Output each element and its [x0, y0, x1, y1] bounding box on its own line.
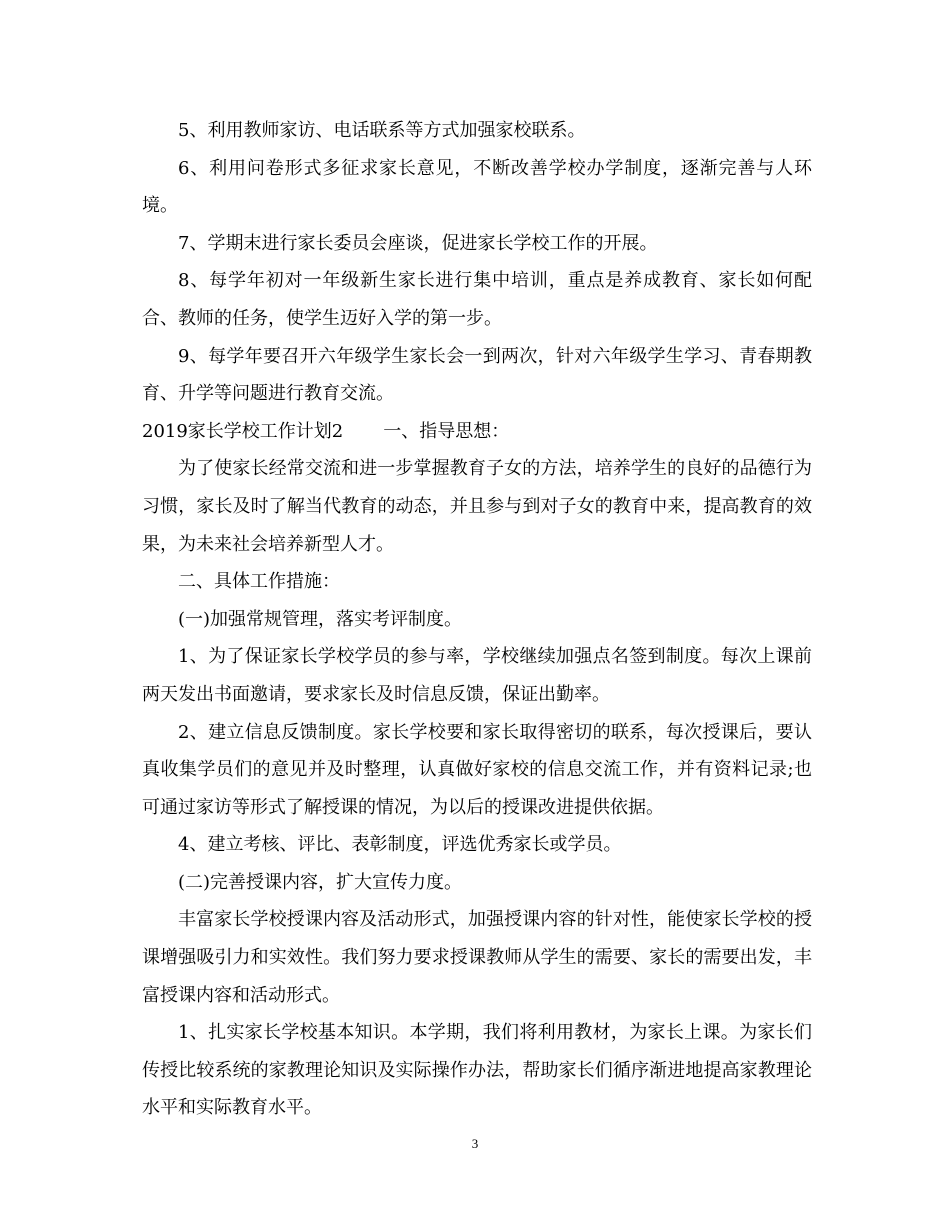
paragraph-item-8: 8、每学年初对一年级新生家长进行集中培训，重点是养成教育、家长如何配合、教师的任务，使学生迈好入学的第一步。: [142, 270, 812, 329]
guiding-ideology-paragraph: 为了使家长经常交流和进一步掌握教育子女的方法，培养学生的良好的品德行为习惯，家长及时了解当代教育的动态，并且参与到对子女的教育中来，提高教育的效果，为未来社会培养新型人才。: [142, 458, 812, 555]
measure-item-4: 4、建立考核、评比、表彰制度，评选优秀家长或学员。: [178, 834, 622, 856]
paragraph-item-7: 7、学期末进行家长委员会座谈，促进家长学校工作的开展。: [178, 232, 658, 254]
work-measures-heading: 二、具体工作措施：: [178, 571, 340, 593]
page-number: 3: [471, 1136, 479, 1151]
course-content-paragraph: 丰富家长学校授课内容及活动形式，加强授课内容的针对性，能使家长学校的授课增强吸引力和实效性。我们努力要求授课教师从学生的需要、家长的需要出发，丰富授课内容和活动形式。: [142, 909, 812, 1006]
subsection-2-heading: (二)完善授课内容，扩大宣传力度。: [178, 871, 463, 893]
section-heading-line: [142, 413, 812, 451]
subsection-1-heading: (一)加强常规管理，落实考评制度。: [178, 608, 463, 630]
paragraph-item-5: 5、利用教师家访、电话联系等方式加强家校联系。: [178, 120, 586, 141]
guiding-ideology-heading: 一、指导思想：: [383, 420, 510, 442]
paragraph-item-6: 6、利用问卷形式多征求家长意见，不断改善学校办学制度，逐渐完善与人环境。: [142, 157, 812, 217]
paragraph-item-9: 9、每学年要召开六年级学生家长会一到两次，针对六年级学生学习、青春期教育、升学等问题进行教育交流。: [142, 345, 812, 405]
measure-item-1: 1、为了保证家长学校学员的参与率，学校继续加强点名签到制度。每次上课前两天发出书面邀请，要求家长及时信息反馈，保证出勤率。: [142, 646, 812, 705]
measure-item-2: 2、建立信息反馈制度。家长学校要和家长取得密切的联系，每次授课后，要认真收集学员们的意见并及时整理，认真做好家校的信息交流工作，并有资料记录;也可通过家访等形式了解授课的情况，为以后的授课改进提供依据。: [142, 721, 812, 818]
section-title: 2019家长学校工作计划2: [142, 420, 344, 442]
document-body: [142, 112, 812, 1127]
course-item-1: 1、扎实家长学校基本知识。本学期，我们将利用教材，为家长上课。为家长们传授比较系统的家教理论知识及实际操作办法，帮助家长们循序渐进地提高家教理论水平和实际教育水平。: [142, 1022, 812, 1119]
